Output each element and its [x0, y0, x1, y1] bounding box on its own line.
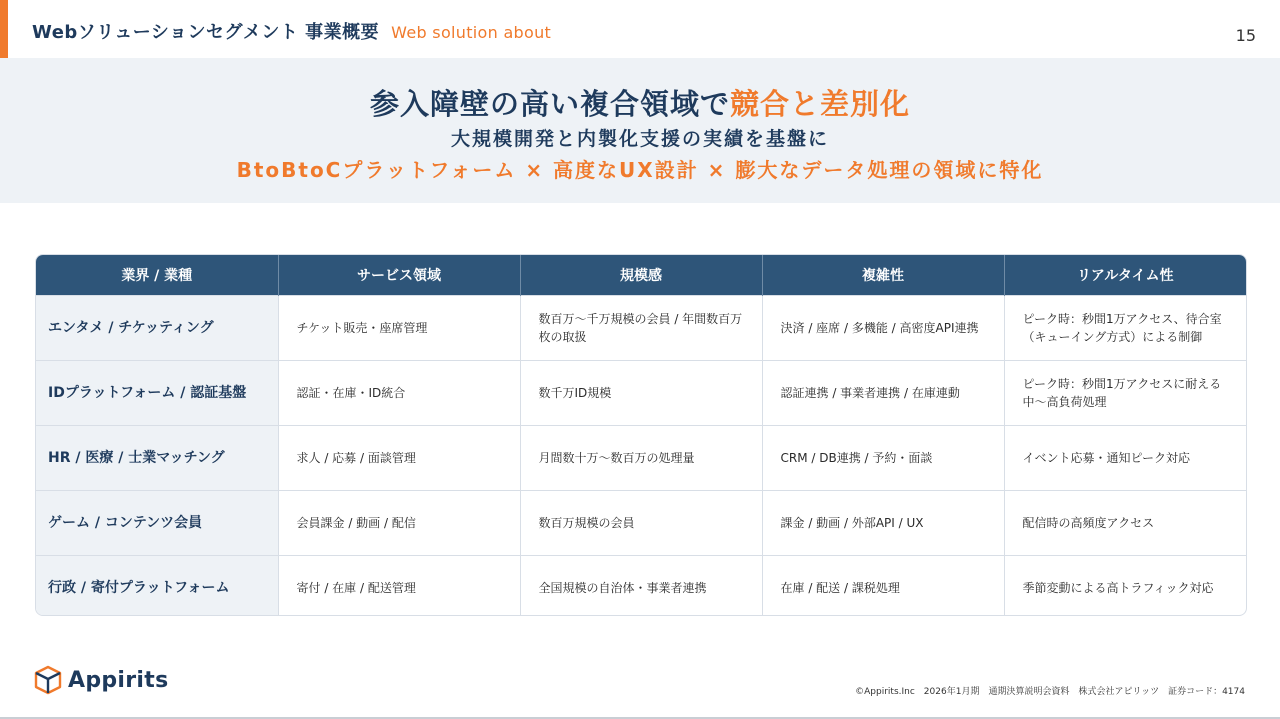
table-header-row [36, 255, 1246, 296]
cell-scale: 月間数十万〜数百万の処理量 [520, 426, 762, 491]
table-row [36, 296, 1246, 361]
cell-scale: 数百万〜千万規模の会員 / 年間数百万枚の取扱 [520, 296, 762, 361]
cell-service: 認証・在庫・ID統合 [278, 361, 520, 426]
cell-service: 会員課金 / 動画 / 配信 [278, 491, 520, 556]
cell-industry: HR / 医療 / 士業マッチング [36, 426, 278, 491]
headline-banner [0, 58, 1280, 203]
segment-table [35, 254, 1247, 616]
slide-header [32, 18, 551, 44]
cell-realtime: ピーク時：秒間1万アクセスに耐える中〜高負荷処理 [1004, 361, 1246, 426]
cell-complexity: 課金 / 動画 / 外部API / UX [762, 491, 1004, 556]
footer-copyright: ©Appirits.Inc 2026年1月期 通期決算説明会資料 株式会社アピリッツ 証券コード：4174 [855, 687, 1245, 697]
col-header-complexity: 複雑性 [762, 255, 1004, 296]
table-row [36, 491, 1246, 556]
headline [0, 82, 1280, 123]
cell-scale: 数百万規模の会員 [520, 491, 762, 556]
table-row [36, 361, 1246, 426]
page-number: 15 [1235, 26, 1256, 45]
cell-scale: 数千万ID規模 [520, 361, 762, 426]
cell-realtime: ピーク時：秒間1万アクセス、待合室（キューイング方式）による制御 [1004, 296, 1246, 361]
cell-complexity: 決済 / 座席 / 多機能 / 高密度API連携 [762, 296, 1004, 361]
cell-complexity: CRM / DB連携 / 予約・面談 [762, 426, 1004, 491]
cube-logo-icon [34, 665, 62, 695]
company-logo [34, 665, 168, 695]
headline-main: 参入障壁の高い複合領域で [369, 87, 730, 121]
cell-service: 求人 / 応募 / 面談管理 [278, 426, 520, 491]
table-row [36, 426, 1246, 491]
accent-bar [0, 0, 8, 58]
col-header-industry: 業界 / 業種 [36, 255, 278, 296]
cell-complexity: 認証連携 / 事業者連携 / 在庫連動 [762, 361, 1004, 426]
subline: 大規模開発と内製化支援の実績を基盤に [450, 128, 829, 150]
col-header-realtime: リアルタイム性 [1004, 255, 1246, 296]
col-header-service: サービス領域 [278, 255, 520, 296]
col-header-scale: 規模感 [520, 255, 762, 296]
cell-industry: 行政 / 寄付プラットフォーム [36, 556, 278, 617]
cell-industry: エンタメ / チケッティング [36, 296, 278, 361]
subline-focus: BtoBtoCプラットフォーム × 高度なUX設計 × 膨大なデータ処理の領域に特化 [236, 158, 1044, 182]
headline-accent: 競合と差別化 [730, 87, 911, 121]
cell-industry: IDプラットフォーム / 認証基盤 [36, 361, 278, 426]
cell-complexity: 在庫 / 配送 / 課税処理 [762, 556, 1004, 617]
cell-realtime: 季節変動による高トラフィック対応 [1004, 556, 1246, 617]
slide-subtitle: Web solution about [391, 23, 552, 42]
cell-service: チケット販売・座席管理 [278, 296, 520, 361]
cell-service: 寄付 / 在庫 / 配送管理 [278, 556, 520, 617]
cell-realtime: イベント応募・通知ピーク対応 [1004, 426, 1246, 491]
cell-scale: 全国規模の自治体・事業者連携 [520, 556, 762, 617]
cell-industry: ゲーム / コンテンツ会員 [36, 491, 278, 556]
logo-text: Appirits [68, 667, 169, 693]
table-row [36, 556, 1246, 617]
slide-title: Webソリューションセグメント 事業概要 [32, 22, 380, 43]
cell-realtime: 配信時の高頻度アクセス [1004, 491, 1246, 556]
